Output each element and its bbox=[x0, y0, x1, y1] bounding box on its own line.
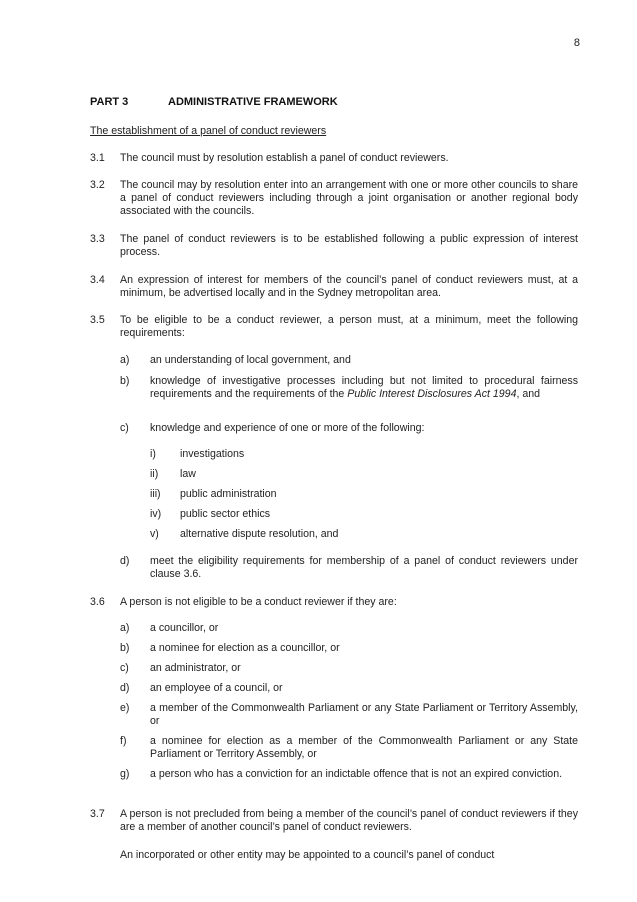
item-text-part: knowledge of investigative processes including but not limited to procedural fairness requirements and the requirements of the bbox=[150, 375, 578, 400]
clause-text: The council may by resolution enter into an arrangement with one or more other councils to share a panel of conduct reviewers including through a joint organisation or another regional body associated with the councils. bbox=[120, 179, 578, 217]
list-item bbox=[120, 768, 578, 781]
sub-item-text: law bbox=[180, 468, 196, 480]
sub-item-text: alternative dispute resolution, and bbox=[180, 528, 339, 540]
sub-item-label: ii) bbox=[150, 468, 159, 480]
clause-3-7 bbox=[90, 808, 578, 834]
item-text: a person who has a conviction for an indictable offence that is not an expired conviction. bbox=[150, 768, 563, 780]
list-item bbox=[120, 555, 578, 581]
item-label: b) bbox=[120, 375, 130, 387]
item-label: c) bbox=[120, 662, 129, 674]
sub-item-text: public administration bbox=[180, 488, 277, 500]
list-item bbox=[120, 662, 578, 675]
item-text: a nominee for election as a councillor, or bbox=[150, 642, 340, 654]
sub-item-text: public sector ethics bbox=[180, 508, 271, 520]
clause-number: 3.7 bbox=[90, 808, 105, 820]
act-title: Public Interest Disclosures Act 1994 bbox=[347, 388, 517, 400]
item-label: d) bbox=[120, 682, 130, 694]
clause-3-1 bbox=[90, 152, 578, 165]
sub-item bbox=[150, 488, 578, 501]
item-text: an understanding of local government, and bbox=[150, 354, 351, 366]
list-item bbox=[120, 354, 578, 367]
item-text: meet the eligibility requirements for membership of a panel of conduct reviewers under clause 3.6. bbox=[150, 555, 578, 580]
sub-item-label: v) bbox=[150, 528, 159, 540]
part-heading bbox=[90, 96, 338, 109]
clause-number: 3.3 bbox=[90, 233, 105, 245]
clause-3-5 bbox=[90, 314, 578, 340]
list-item bbox=[120, 642, 578, 655]
list-item bbox=[120, 622, 578, 635]
item-text: an employee of a council, or bbox=[150, 682, 283, 694]
clause-text: The panel of conduct reviewers is to be established following a public expression of interest process. bbox=[120, 233, 578, 258]
item-text: knowledge and experience of one or more of the following: bbox=[150, 422, 425, 434]
item-text: an administrator, or bbox=[150, 662, 241, 674]
clause-3-2 bbox=[90, 179, 578, 218]
part-title: ADMINISTRATIVE FRAMEWORK bbox=[168, 96, 338, 108]
sub-item bbox=[150, 528, 578, 541]
sub-item-text: investigations bbox=[180, 448, 245, 460]
item-label: g) bbox=[120, 768, 130, 780]
part-number: PART 3 bbox=[90, 96, 129, 108]
clause-number: 3.6 bbox=[90, 596, 105, 608]
list-item bbox=[120, 682, 578, 695]
clause-text: A person is not precluded from being a member of the council’s panel of conduct reviewers if they are a member of another council’s panel of conduct reviewers. bbox=[120, 808, 578, 833]
clause-number: 3.5 bbox=[90, 314, 105, 326]
list-item bbox=[120, 375, 578, 401]
sub-item-label: iii) bbox=[150, 488, 161, 500]
item-label: b) bbox=[120, 642, 130, 654]
clause-text: A person is not eligible to be a conduct reviewer if they are: bbox=[120, 596, 397, 608]
sub-item bbox=[150, 468, 578, 481]
page-number: 8 bbox=[573, 37, 580, 49]
sub-item-label: i) bbox=[150, 448, 156, 460]
item-label: d) bbox=[120, 555, 130, 567]
item-text-part: , and bbox=[516, 388, 541, 400]
item-label: a) bbox=[120, 622, 130, 634]
item-text: a member of the Commonwealth Parliament or any State Parliament or Territory Assembly, or bbox=[150, 702, 578, 727]
clause-number: 3.4 bbox=[90, 274, 105, 286]
item-label: a) bbox=[120, 354, 130, 366]
clause-3-3 bbox=[90, 233, 578, 259]
list-item bbox=[120, 422, 578, 435]
item-text bbox=[150, 375, 578, 401]
sub-item bbox=[150, 508, 578, 521]
clause-3-4 bbox=[90, 274, 578, 300]
item-label: c) bbox=[120, 422, 129, 434]
clause-number: 3.2 bbox=[90, 179, 105, 191]
item-text: a councillor, or bbox=[150, 622, 219, 634]
item-text: a nominee for election as a member of the Commonwealth Parliament or any State Parliament or Territory Assembly, or bbox=[150, 735, 578, 760]
section-title: The establishment of a panel of conduct reviewers bbox=[90, 125, 327, 137]
paragraph: An incorporated or other entity may be appointed to a council’s panel of conduct bbox=[120, 849, 495, 861]
clause-text: The council must by resolution establish a panel of conduct reviewers. bbox=[120, 152, 449, 164]
sub-item-label: iv) bbox=[150, 508, 162, 520]
item-label: f) bbox=[120, 735, 127, 747]
clause-3-6 bbox=[90, 596, 578, 609]
item-label: e) bbox=[120, 702, 130, 714]
clause-text: An expression of interest for members of the council’s panel of conduct reviewers must, at a minimum, be advertised locally and in the Sydney metropolitan area. bbox=[120, 274, 578, 299]
clause-number: 3.1 bbox=[90, 152, 105, 164]
list-item bbox=[120, 702, 578, 728]
clause-text: To be eligible to be a conduct reviewer, a person must, at a minimum, meet the following requirements: bbox=[120, 314, 578, 339]
list-item bbox=[120, 735, 578, 761]
sub-item bbox=[150, 448, 578, 461]
